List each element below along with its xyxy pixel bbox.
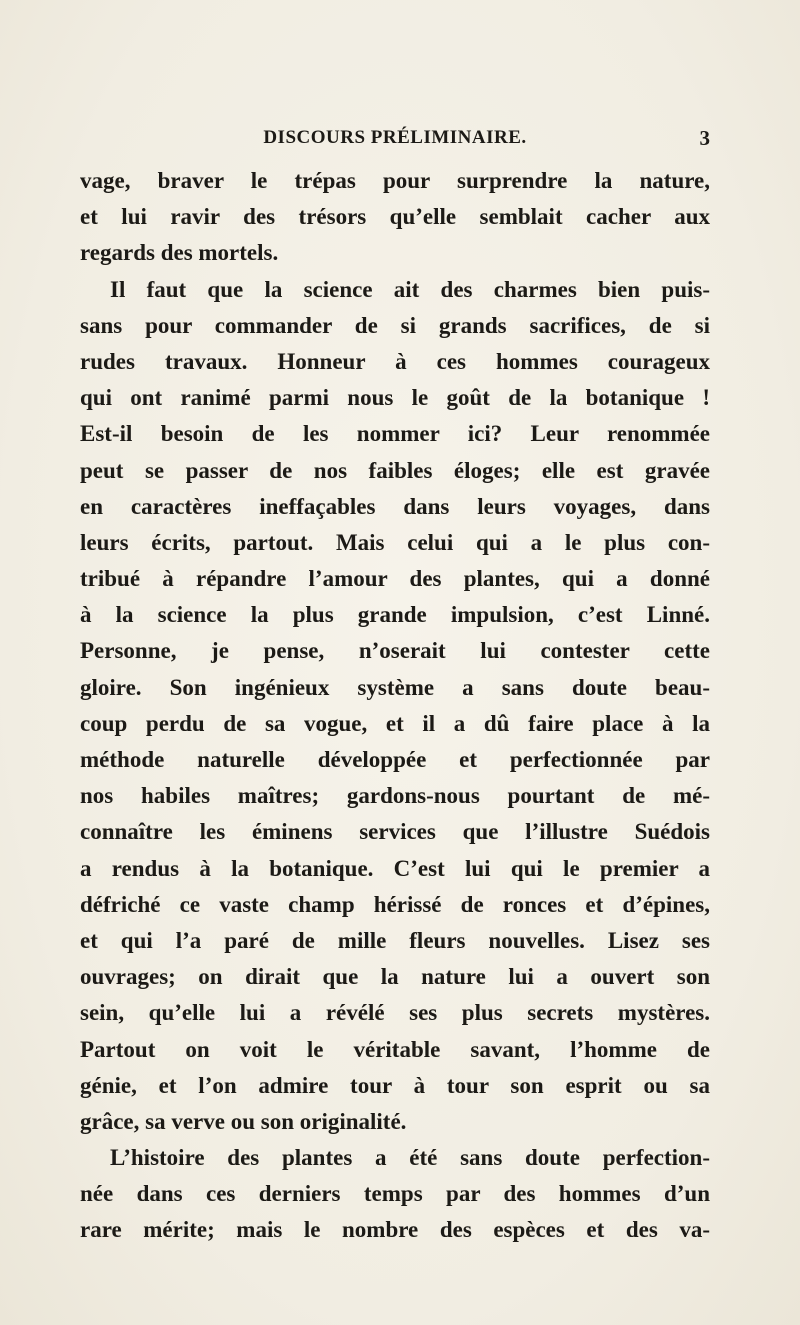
text-line: née dans ces derniers temps par des hommes d’un <box>80 1181 710 1207</box>
text-line: gloire. Son ingénieux système a sans doute beau- <box>80 674 710 700</box>
text-line: en caractères ineffaçables dans leurs voyages, dans <box>80 493 710 519</box>
text-line: L’histoire des plantes a été sans doute perfection- <box>110 1145 710 1171</box>
text-line: méthode naturelle développée et perfectionnée par <box>80 747 710 772</box>
text-line: et qui l’a paré de mille fleurs nouvelles. Lisez ses <box>80 927 710 953</box>
text-line: grâce, sa verve ou son originalité. <box>80 1108 407 1134</box>
text-line: à la science la plus grande impulsion, c’est Linné. <box>80 602 710 628</box>
text-line: rare mérite; mais le nombre des espèces et des va- <box>80 1217 710 1243</box>
text-line: a rendus à la botanique. C’est lui qui le premier a <box>80 855 710 881</box>
text-line: connaître les éminens services que l’illustre Suédois <box>80 819 710 845</box>
text-line: Est-il besoin de les nommer ici? Leur renommée <box>80 421 710 447</box>
text-line: génie, et l’on admire tour à tour son esprit ou sa <box>80 1072 710 1098</box>
text-line: vage, braver le trépas pour surprendre la nature, <box>80 168 710 193</box>
text-line: nos habiles maîtres; gardons-nous pourtant de mé- <box>80 783 710 809</box>
text-line: rudes travaux. Honneur à ces hommes courageux <box>80 348 710 374</box>
text-line: coup perdu de sa vogue, et il a dû faire place à la <box>80 710 710 736</box>
text-line: qui ont ranimé parmi nous le goût de la botanique ! <box>80 385 710 411</box>
text-line: et lui ravir des trésors qu’elle semblait cacher aux <box>80 204 710 230</box>
text-line: ouvrages; on dirait que la nature lui a ouvert son <box>80 964 710 990</box>
text-line: regards des mortels. <box>80 240 279 266</box>
text-line: peut se passer de nos faibles éloges; elle est gravée <box>80 457 710 483</box>
running-title: DISCOURS PRÉLIMINAIRE. <box>263 127 527 148</box>
text-line: sans pour commander de si grands sacrifices, de si <box>80 312 710 338</box>
running-head <box>80 126 710 150</box>
text-line: défriché ce vaste champ hérissé de ronces et d’épines, <box>80 891 710 917</box>
text-line: Il faut que la science ait des charmes bien puis- <box>110 276 710 302</box>
text-line: sein, qu’elle lui a révélé ses plus secrets mystères. <box>80 1000 710 1026</box>
body-text <box>80 163 710 1249</box>
page-number: 3 <box>699 126 710 150</box>
text-line: Partout on voit le véritable savant, l’homme de <box>80 1036 710 1062</box>
text-line: Personne, je pense, n’oserait lui contester cette <box>80 638 710 664</box>
text-line: tribué à répandre l’amour des plantes, qui a donné <box>80 566 710 592</box>
text-line: leurs écrits, partout. Mais celui qui a le plus con- <box>80 529 710 555</box>
